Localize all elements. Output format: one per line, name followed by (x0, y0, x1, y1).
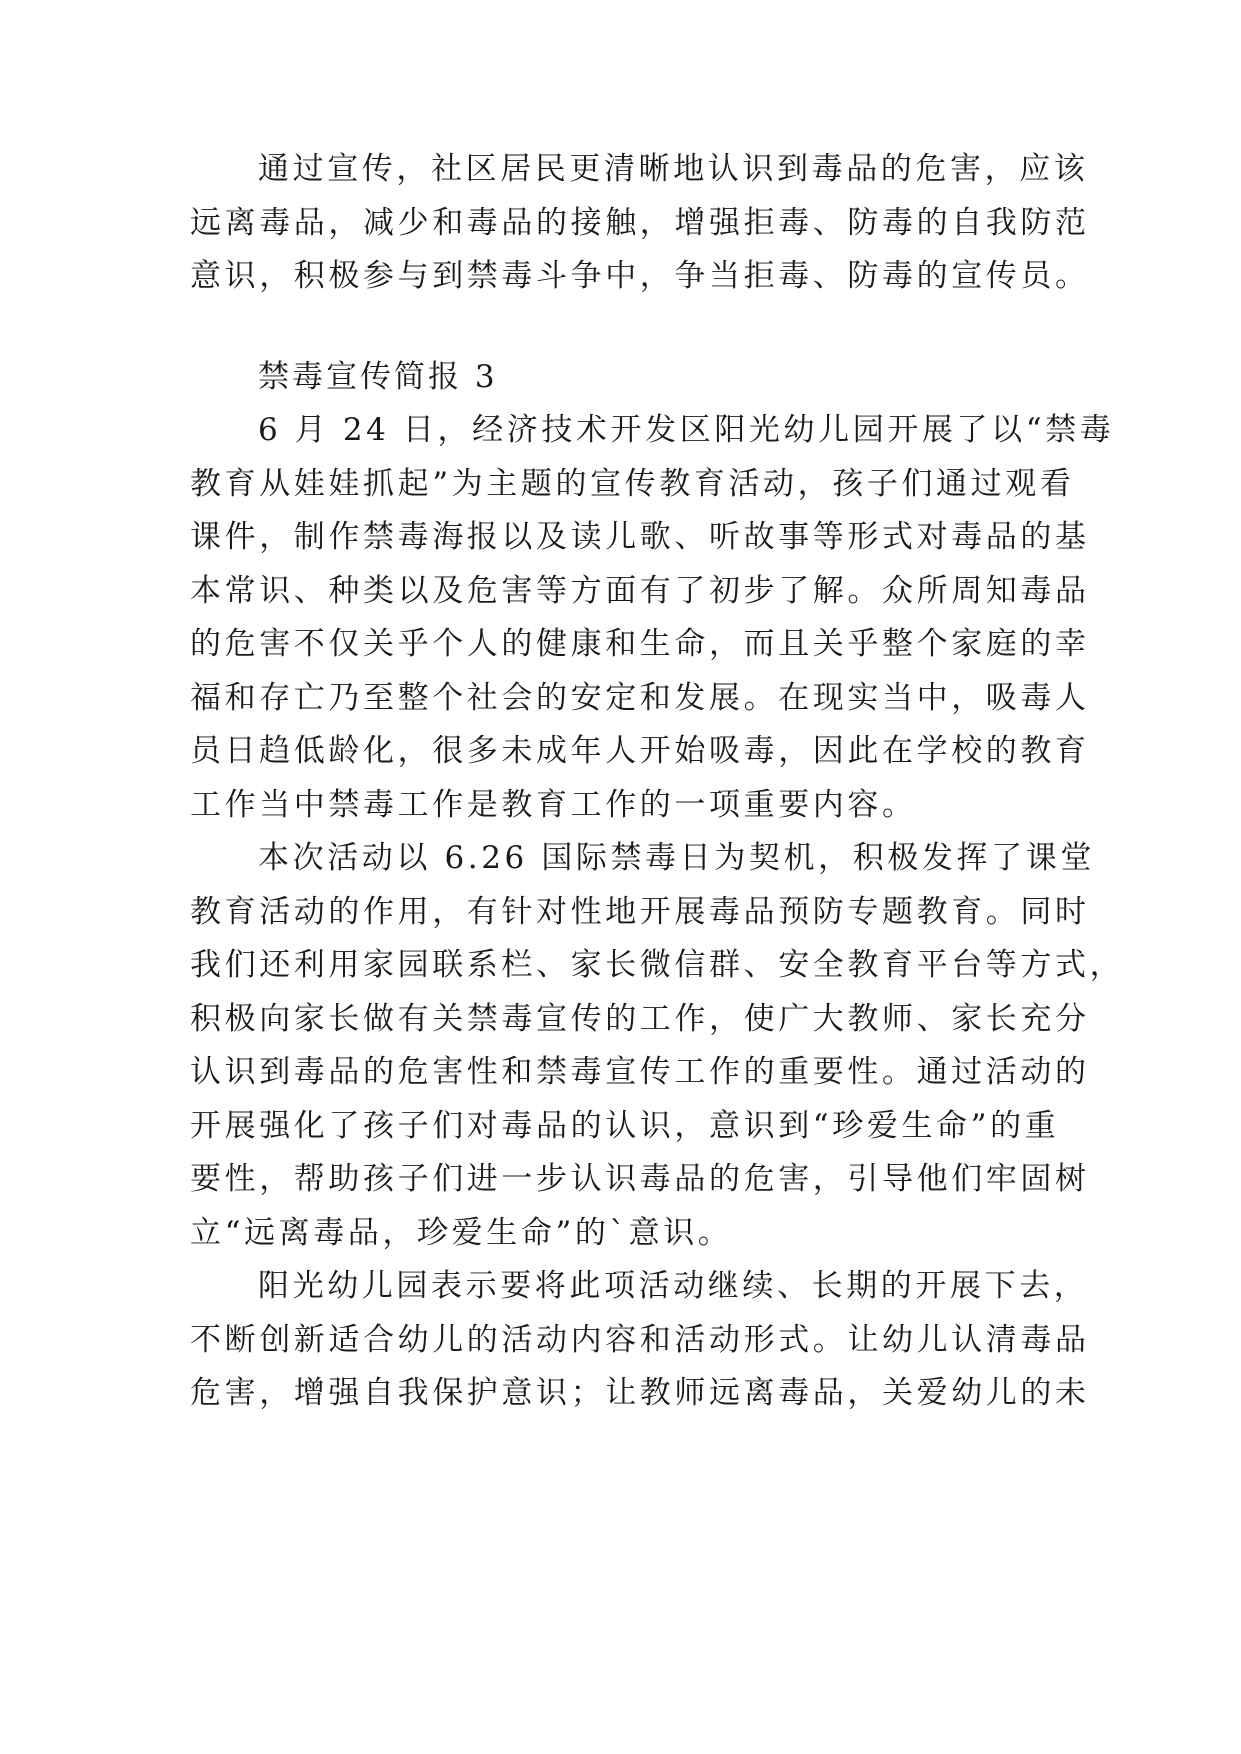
paragraph-2-line-5: 认识到毒品的危害性和禁毒宣传工作的重要性。通过活动的 (190, 1054, 1090, 1090)
paragraph-2-line-2: 教育活动的作用，有针对性地开展毒品预防专题教育。同时 (190, 894, 1090, 930)
section-title: 禁毒宣传简报 3 (258, 359, 498, 395)
paragraph-2-line-1: 本次活动以 6.26 国际禁毒日为契机，积极发挥了课堂 (258, 840, 1095, 876)
paragraph-1-line-3: 课件，制作禁毒海报以及读儿歌、听故事等形式对毒品的基 (190, 519, 1090, 555)
paragraph-3-line-2: 不断创新适合幼儿的活动内容和活动形式。让幼儿认清毒品 (190, 1322, 1090, 1358)
paragraph-2-line-8: 立“远离毒品，珍爱生命”的`意识。 (190, 1215, 733, 1251)
paragraph-1-line-8: 工作当中禁毒工作是教育工作的一项重要内容。 (190, 787, 917, 823)
paragraph-1-line-5: 的危害不仅关乎个人的健康和生命，而且关乎整个家庭的幸 (190, 626, 1090, 662)
paragraph-3-line-3: 危害，增强自我保护意识；让教师远离毒品，关爱幼儿的未 (190, 1375, 1090, 1411)
paragraph-1-line-2: 教育从娃娃抓起”为主题的宣传教育活动，孩子们通过观看 (190, 466, 1075, 502)
paragraph-1-line-1: 6 月 24 日，经济技术开发区阳光幼儿园开展了以“禁毒 (258, 412, 1115, 448)
paragraph-2-line-7: 要性，帮助孩子们进一步认识毒品的危害，引导他们牢固树 (190, 1161, 1090, 1197)
paragraph-2-line-6: 开展强化了孩子们对毒品的认识，意识到“珍爱生命”的重 (190, 1108, 1060, 1144)
paragraph-1-line-4: 本常识、种类以及危害等方面有了初步了解。众所周知毒品 (190, 573, 1090, 609)
intro-line-2: 远离毒品，减少和毒品的接触，增强拒毒、防毒的自我防范 (190, 205, 1090, 241)
paragraph-1-line-7: 员日趋低龄化，很多未成年人开始吸毒，因此在学校的教育 (190, 733, 1090, 769)
paragraph-2-line-4: 积极向家长做有关禁毒宣传的工作，使广大教师、家长充分 (190, 1001, 1090, 1037)
paragraph-2-line-3: 我们还利用家园联系栏、家长微信群、安全教育平台等方式， (190, 947, 1125, 983)
paragraph-1-line-6: 福和存亡乃至整个社会的安定和发展。在现实当中，吸毒人 (190, 680, 1090, 716)
intro-line-3: 意识，积极参与到禁毒斗争中，争当拒毒、防毒的宣传员。 (190, 258, 1090, 294)
paragraph-3-line-1: 阳光幼儿园表示要将此项活动继续、长期的开展下去， (258, 1268, 1089, 1304)
intro-line-1: 通过宣传，社区居民更清晰地认识到毒品的危害，应该 (258, 151, 1089, 187)
